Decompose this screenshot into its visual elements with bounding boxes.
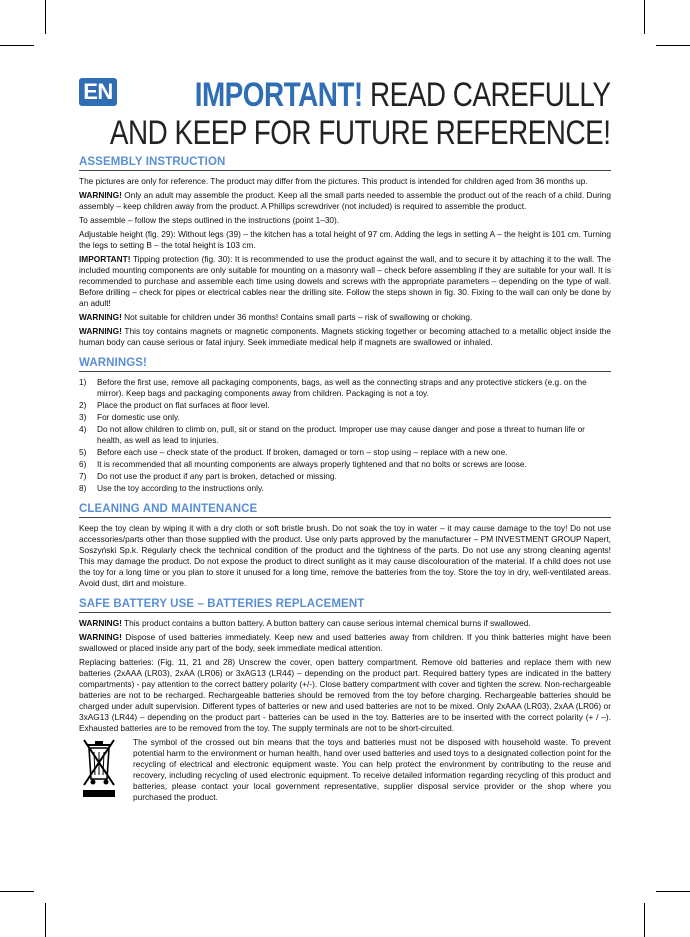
list-item-text: Before the first use, remove all packaging components, bags, as well as the connecting straps and any protective stickers (e.g. on the mirror). Keep bags and packaging components away from children. Packaging is not a toy. bbox=[97, 377, 587, 398]
battery-heading: SAFE BATTERY USE – BATTERIES REPLACEMENT bbox=[79, 598, 611, 613]
crossed-out-bin-icon-svg bbox=[79, 737, 119, 799]
list-item-text: Do not use the product if any part is broken, detached or missing. bbox=[97, 471, 337, 481]
assembly-warning bbox=[79, 312, 611, 323]
list-item bbox=[79, 483, 611, 494]
list-item-text: Before each use – check state of the product. If broken, damaged or torn – stop using – replace with a new one. bbox=[97, 447, 508, 457]
list-item bbox=[79, 400, 611, 411]
assembly-warning-text: Not suitable for children under 36 months! Contains small parts – risk of swallowing or choking. bbox=[121, 312, 473, 322]
crossed-out-bin-icon bbox=[79, 737, 119, 803]
list-item bbox=[79, 412, 611, 423]
battery-warning bbox=[79, 618, 611, 629]
assembly-warning bbox=[79, 190, 611, 212]
weee-paragraph: The symbol of the crossed out bin means that the toys and batteries must not be disposed with household waste. To prevent potential harm to the environment or human health, hand over used batteries and used toys to a designated collection point for the recycling of electrical and electronic equipment waste. You can help protect the environment by contributing to the reuse and recovery, including recycling of used electronic equipment. To receive detailed information regarding recycling of this product and batteries, please contact your local government representative, supplier disposal service provider or the shop where you purchased the product. bbox=[133, 737, 611, 802]
battery-warning bbox=[79, 632, 611, 654]
cleaning-heading: CLEANING AND MAINTENANCE bbox=[79, 503, 611, 518]
list-item bbox=[79, 447, 611, 458]
language-badge: EN bbox=[79, 78, 117, 106]
warning-label: WARNING! bbox=[79, 618, 122, 628]
assembly-important bbox=[79, 254, 611, 309]
page-title bbox=[109, 76, 610, 152]
warning-label: WARNING! bbox=[79, 632, 122, 642]
list-item-number: 8) bbox=[79, 483, 87, 493]
assembly-paragraph: To assemble – follow the steps outlined in the instructions (point 1–30). bbox=[79, 215, 340, 225]
battery-replacement-paragraph: Replacing batteries: (Fig. 11, 21 and 28) Unscrew the cover, open battery compartment. Remove old batteries and replace them with new batteries (2xAAA (LR03), 2xAA (LR06) or 3xAG13 (LR44) – depending on the product part. Required battery types are indicated in the battery compartments) - pay attention to the correct battery polarity (+/-). Close battery compartment with cover and tighten the screw. Non-rechargeable batteries are not to be recharged. Rechargeable batteries should be removed from the toy before charging. Rechargeable batteries should be charged under adult supervision. Different types of batteries or new and used batteries are not to be mixed. Only 2xAAA (LR03), 2xAA (LR06) or 3xAG13 (LR44) – depending on the product part - batteries can be used in the toy. Batteries are to be inserted with the correct polarity (+ / –). Exhausted batteries are to be removed from the toy. The supply terminals are not to be short-circuited. bbox=[79, 657, 611, 733]
crop-mark bbox=[45, 0, 46, 34]
list-item-number: 3) bbox=[79, 412, 87, 422]
list-item-text: It is recommended that all mounting components are always properly tightened and that no bolts or screws are loose. bbox=[97, 459, 527, 469]
crop-mark bbox=[644, 903, 645, 937]
title-line-2: AND KEEP FOR FUTURE REFERENCE! bbox=[109, 114, 610, 152]
list-item-number: 4) bbox=[79, 424, 87, 434]
warning-label: WARNING! bbox=[79, 326, 122, 336]
list-item bbox=[79, 471, 611, 482]
assembly-paragraph: Adjustable height (fig. 29): Without legs (39) – the kitchen has a total height of 97 cm. Adding the legs in setting A – the height is 101 cm. Turning the legs to setting B – the total height is 103 cm. bbox=[79, 229, 611, 250]
list-item-number: 6) bbox=[79, 459, 87, 469]
list-item-text: Place the product on flat surfaces at floor level. bbox=[97, 400, 270, 410]
list-item-number: 5) bbox=[79, 447, 87, 457]
crop-mark bbox=[656, 891, 690, 892]
list-item-number: 1) bbox=[79, 377, 87, 387]
warnings-list bbox=[79, 377, 611, 494]
list-item-text: For domestic use only. bbox=[97, 412, 180, 422]
crop-mark bbox=[656, 45, 690, 46]
assembly-warning bbox=[79, 326, 611, 348]
weee-block bbox=[79, 737, 611, 803]
assembly-warning-text: Only an adult may assemble the product. Keep all the small parts needed to assemble the product out of the reach of a child. During assembly – keep children away from the product. A Phillips screwdriver (not included) is required to assemble the product. bbox=[79, 190, 611, 211]
assembly-heading: ASSEMBLY INSTRUCTION bbox=[79, 156, 611, 171]
crop-mark bbox=[45, 903, 46, 937]
list-item-text: Do not allow children to climb on, pull, sit or stand on the product. Improper use may cause danger and pose a threat to human life or health, as well as lead to injuries. bbox=[97, 424, 585, 445]
cleaning-paragraph: Keep the toy clean by wiping it with a dry cloth or soft bristle brush. Do not soak the toy in water – it may cause damage to the toy! Do not use accessories/parts other than those supplied with the product. Use only parts approved by the manufacturer – PM INVESTMENT GROUP Napert, Soszyński Sp.k. Regularly check the technical condition of the product and the tightness of the parts. Do not use any strong cleaning agents! This may damage the product. Do not expose the product to direct sunlight as it may cause discolouration of the material. If a child does not use the toy for a long time or you plan to store it unused for a long time, remove the batteries from the toy. Store the toy in dry, well-ventilated areas. Avoid dust, dirt and moisture. bbox=[79, 523, 611, 588]
title-line-1 bbox=[109, 76, 610, 114]
document-body bbox=[79, 156, 611, 803]
assembly-warning-text: This toy contains magnets or magnetic components. Magnets sticking together or becoming attached to a metallic object inside the human body can cause serious or fatal injury. Seek immediate medical help if magnets are swallowed or inhaled. bbox=[79, 326, 611, 347]
list-item-number: 2) bbox=[79, 400, 87, 410]
important-label: IMPORTANT! bbox=[79, 254, 131, 264]
list-item-number: 7) bbox=[79, 471, 87, 481]
assembly-paragraph: The pictures are only for reference. The product may differ from the pictures. This product is intended for children aged from 36 months up. bbox=[79, 176, 588, 186]
battery-warning-text: This product contains a button battery. A button battery can cause serious internal chemical burns if swallowed. bbox=[121, 618, 531, 628]
crop-mark bbox=[0, 45, 34, 46]
assembly-important-text: Tipping protection (fig. 30): It is recommended to use the product against the wall, and to secure it by attaching it to the wall. The included mounting components are only suitable for mounting on a masonry wall – check before assembling if they are suitable for your wall. It is recommended to purchase and assemble each time using dowels and screws with the appropriate parameters – depending on the type of wall. Before drilling – check for pipes or electrical cables near the drilling site. Follow the steps shown in fig. 30. Fixing to the wall can only be done by an adult! bbox=[79, 254, 611, 308]
crop-mark bbox=[644, 0, 645, 34]
list-item bbox=[79, 424, 611, 446]
warning-label: WARNING! bbox=[79, 190, 122, 200]
battery-warning-text: Dispose of used batteries immediately. Keep new and used batteries away from children. If you think batteries might have been swallowed or placed inside any part of the body, seek immediate medical attention. bbox=[79, 632, 611, 653]
warnings-heading: WARNINGS! bbox=[79, 357, 611, 372]
list-item bbox=[79, 459, 611, 470]
title-highlight: IMPORTANT! bbox=[194, 76, 363, 114]
crop-mark bbox=[0, 891, 34, 892]
title-line1-rest: READ CAREFULLY bbox=[362, 76, 610, 114]
list-item-text: Use the toy according to the instructions only. bbox=[97, 483, 264, 493]
list-item bbox=[79, 377, 611, 399]
warning-label: WARNING! bbox=[79, 312, 122, 322]
